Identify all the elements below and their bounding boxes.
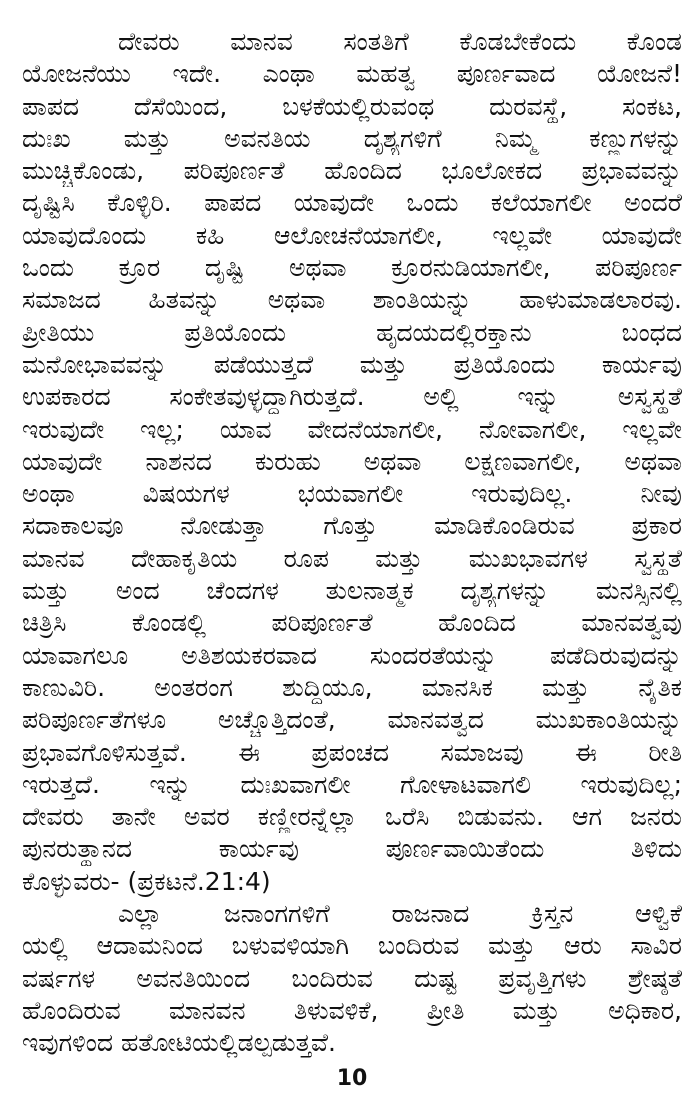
text-line: ಮಾನವ ದೇಹಾಕೃತಿಯ ರೂಪ ಮತ್ತು ಮುಖಭಾವಗಳ ಸ್ವಸ್ಥತೆ bbox=[22, 543, 682, 573]
text-line: ಪ್ರೀತಿಯು ಪ್ರತಿಯೊಂದು ಹೃದಯದಲ್ಲಿರಕ್ತಾನು ಬಂಧದ bbox=[22, 317, 682, 347]
text-line: ಯಲ್ಲಿ ಆದಾಮನಿಂದ ಬಳುವಳಿಯಾಗಿ ಬಂದಿರುವ ಮತ್ತು ಆರು ಸಾವಿರ bbox=[22, 931, 682, 961]
text-line: ಯೋಜನೆಯು ಇದೇ. ಎಂಥಾ ಮಹತ್ವ ಪೂರ್ಣವಾದ ಯೋಜನೆ! bbox=[22, 59, 682, 89]
text-line: ಮುಚ್ಚಿಕೊಂಡು, ಪರಿಪೂರ್ಣತೆ ಹೊಂದಿದ ಭೂಲೋಕದ ಪ್ರಭಾವವನ್ನು bbox=[22, 156, 682, 186]
page-number: 10 bbox=[336, 1066, 368, 1091]
text-line: ಯಾವುದೇ ನಾಶನದ ಕುರುಹು ಅಥವಾ ಲಕ್ಷಣವಾಗಲೀ, ಅಥವಾ bbox=[22, 446, 682, 476]
page-body-text bbox=[22, 26, 682, 1060]
text-line: ಪರಿಪೂರ್ಣತೆಗಳೂ ಅಚ್ಚೊತ್ತಿದಂತೆ, ಮಾನವತ್ವದ ಮುಖಕಾಂತಿಯನ್ನು bbox=[22, 705, 682, 735]
text-line: ಎಲ್ಲಾ ಜನಾಂಗಗಳಿಗೆ ರಾಜನಾದ ಕ್ರಿಸ್ತನ ಆಳ್ವಿಕೆ bbox=[118, 899, 682, 929]
text-line: ಹೊಂದಿರುವ ಮಾನವನ ತಿಳುವಳಿಕೆ, ಪ್ರೀತಿ ಮತ್ತು ಅಧಿಕಾರ, bbox=[22, 995, 682, 1025]
text-line: ಮತ್ತು ಅಂದ ಚೆಂದಗಳ ತುಲನಾತ್ಮಕ ದೃಶ್ಯಗಳನ್ನು ಮನಸ್ಸಿನಲ್ಲಿ bbox=[22, 576, 682, 606]
text-line: ಮನೋಭಾವವನ್ನು ಪಡೆಯುತ್ತದೆ ಮತ್ತು ಪ್ರತಿಯೊಂದು ಕಾರ್ಯವು bbox=[22, 349, 682, 379]
text-line: ಪುನರುತ್ಥಾನದ ಕಾರ್ಯವು ಪೂರ್ಣವಾಯಿತೆಂದು ತಿಳಿದು bbox=[22, 834, 682, 864]
text-line: ಪಾಪದ ದೆಸೆಯಿಂದ, ಬಳಕೆಯಲ್ಲಿರುವಂಥ ದುರವಸ್ಥೆ, ಸಂಕಟ, bbox=[22, 91, 682, 121]
text-line: ದುಃಖ ಮತ್ತು ಅವನತಿಯ ದೃಶ್ಯಗಳಿಗೆ ನಿಮ್ಮ ಕಣ್ಣುಗಳನ್ನು bbox=[22, 123, 682, 153]
text-line: ಒಂದು ಕ್ರೂರ ದೃಷ್ಟಿ ಅಥವಾ ಕ್ರೂರನುಡಿಯಾಗಲೀ, ಪರಿಪೂರ್ಣ bbox=[22, 253, 682, 283]
paragraph bbox=[22, 26, 682, 898]
paragraph bbox=[22, 898, 682, 1059]
text-line: ಕೊಳ್ಳುವರು- (ಪ್ರಕಟನೆ.21:4) bbox=[22, 866, 271, 896]
text-line: ಅಂಥಾ ವಿಷಯಗಳ ಭಯವಾಗಲೀ ಇರುವುದಿಲ್ಲ. ನೀವು bbox=[22, 479, 682, 509]
text-line: ಕಾಣುವಿರಿ. ಅಂತರಂಗ ಶುದ್ಧಿಯೂ, ಮಾನಸಿಕ ಮತ್ತು ನೈತಿಕ bbox=[22, 672, 682, 702]
text-line: ಯಾವುದೊಂದು ಕಹಿ ಆಲೋಚನೆಯಾಗಲೀ, ಇಲ್ಲವೇ ಯಾವುದೇ bbox=[22, 220, 682, 250]
text-line: ದೇವರು ಮಾನವ ಸಂತತಿಗೆ ಕೊಡಬೇಕೆಂದು ಕೊಂಡ bbox=[118, 27, 682, 56]
text-line: ಉಪಕಾರದ ಸಂಕೇತವುಳ್ಳದ್ದಾಗಿರುತ್ತದೆ. ಅಲ್ಲಿ ಇನ್ನು ಅಸ್ವಸ್ಥತೆ bbox=[22, 382, 682, 412]
text-line: ಇರುವುದೇ ಇಲ್ಲ; ಯಾವ ವೇದನೆಯಾಗಲೀ, ನೋವಾಗಲೀ, ಇಲ್ಲವೇ bbox=[22, 414, 682, 444]
text-line: ಸದಾಕಾಲವೂ ನೋಡುತ್ತಾ ಗೊತ್ತು ಮಾಡಿಕೊಂಡಿರುವ ಪ್ರಕಾರ bbox=[22, 511, 682, 541]
text-line: ಸಮಾಜದ ಹಿತವನ್ನು ಅಥವಾ ಶಾಂತಿಯನ್ನು ಹಾಳುಮಾಡಲಾರವು. bbox=[22, 285, 682, 315]
text-line: ಚಿತ್ರಿಸಿ ಕೊಂಡಲ್ಲಿ ಪರಿಪೂರ್ಣತೆ ಹೊಂದಿದ ಮಾನವತ್ವವು bbox=[22, 608, 682, 638]
text-line: ವರ್ಷಗಳ ಅವನತಿಯಿಂದ ಬಂದಿರುವ ದುಷ್ಟ ಪ್ರವೃತ್ತಿಗಳು ಶ್ರೇಷ್ಠತೆ bbox=[22, 963, 682, 993]
text-line: ದೃಷ್ಟಿಸಿ ಕೊಳ್ಳಿರಿ. ಪಾಪದ ಯಾವುದೇ ಒಂದು ಕಲೆಯಾಗಲೀ ಅಂದರೆ bbox=[22, 188, 682, 218]
text-line: ದೇವರು ತಾನೇ ಅವರ ಕಣ್ಣೀರನ್ನೆಲ್ಲಾ ಒರೆಸಿ ಬಿಡುವನು. ಆಗ ಜನರು bbox=[22, 802, 682, 832]
text-line: ಇವುಗಳಿಂದ ಹತೋಟಿಯಲ್ಲಿಡಲ್ಪಡುತ್ತವೆ. bbox=[22, 1028, 336, 1058]
text-line: ಯಾವಾಗಲೂ ಅತಿಶಯಕರವಾದ ಸುಂದರತೆಯನ್ನು ಪಡೆದಿರುವುದನ್ನು bbox=[22, 640, 682, 670]
text-line: ಇರುತ್ತದೆ. ಇನ್ನು ದುಃಖವಾಗಲೀ ಗೋಳಾಟವಾಗಲಿ ಇರುವುದಿಲ್ಲ; bbox=[22, 769, 682, 799]
text-line: ಪ್ರಭಾವಗೊಳಿಸುತ್ತವೆ. ಈ ಪ್ರಪಂಚದ ಸಮಾಜವು ಈ ರೀತಿ bbox=[22, 737, 682, 767]
book-page bbox=[22, 26, 682, 1091]
